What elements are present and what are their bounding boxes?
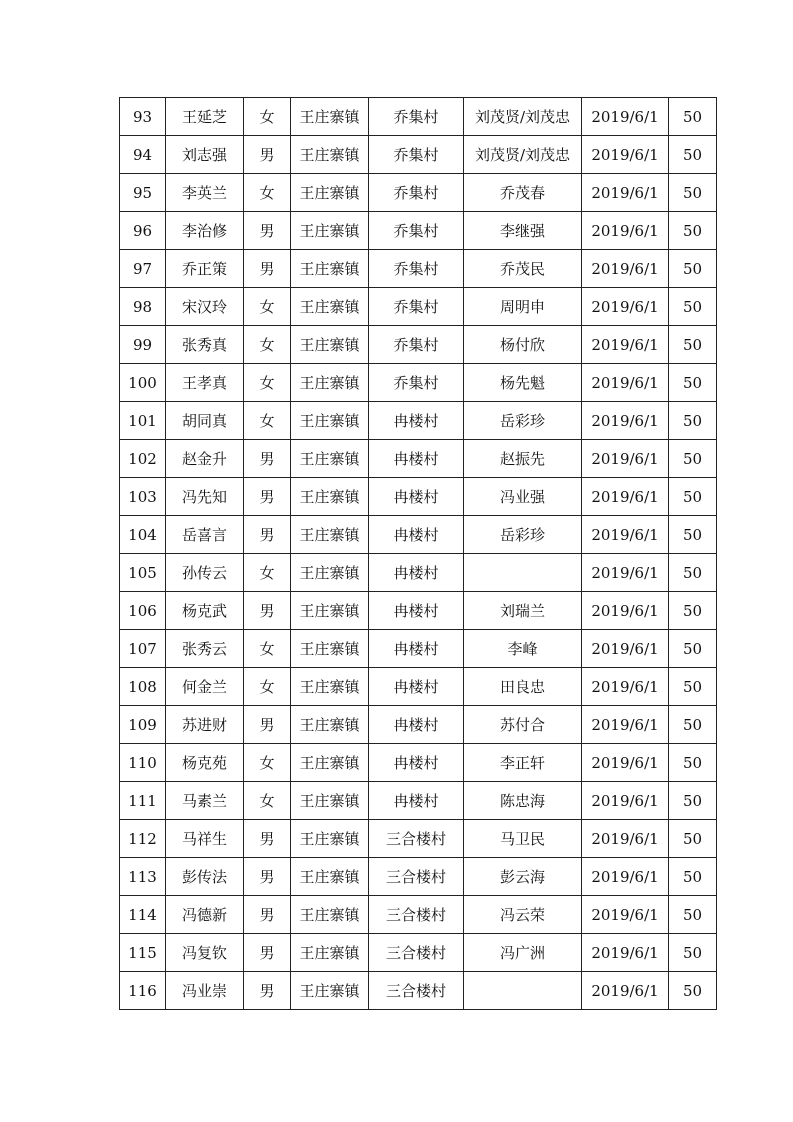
date-cell: 2019/6/1 [582,630,669,668]
table-row [120,592,717,630]
gender-cell: 女 [244,668,291,706]
village-cell: 乔集村 [369,250,464,288]
gender-cell: 男 [244,478,291,516]
table-row [120,250,717,288]
town-cell: 王庄寨镇 [291,820,369,858]
row-number-cell: 98 [120,288,166,326]
contact-cell: 岳彩珍 [464,402,582,440]
date-cell: 2019/6/1 [582,174,669,212]
contact-cell: 周明申 [464,288,582,326]
town-cell: 王庄寨镇 [291,250,369,288]
row-number-cell: 96 [120,212,166,250]
name-cell: 杨克武 [166,592,244,630]
date-cell: 2019/6/1 [582,858,669,896]
gender-cell: 男 [244,858,291,896]
village-cell: 乔集村 [369,98,464,136]
town-cell: 王庄寨镇 [291,592,369,630]
row-number-cell: 111 [120,782,166,820]
row-number-cell: 113 [120,858,166,896]
village-cell: 冉楼村 [369,744,464,782]
amount-cell: 50 [669,744,717,782]
name-cell: 赵金升 [166,440,244,478]
date-cell: 2019/6/1 [582,326,669,364]
village-cell: 乔集村 [369,136,464,174]
town-cell: 王庄寨镇 [291,174,369,212]
table-row [120,820,717,858]
town-cell: 王庄寨镇 [291,706,369,744]
amount-cell: 50 [669,554,717,592]
contact-cell: 刘茂贤/刘茂忠 [464,136,582,174]
date-cell: 2019/6/1 [582,706,669,744]
table-row [120,212,717,250]
row-number-cell: 99 [120,326,166,364]
date-cell: 2019/6/1 [582,478,669,516]
amount-cell: 50 [669,782,717,820]
contact-cell: 李峰 [464,630,582,668]
row-number-cell: 116 [120,972,166,1010]
row-number-cell: 94 [120,136,166,174]
town-cell: 王庄寨镇 [291,516,369,554]
town-cell: 王庄寨镇 [291,136,369,174]
village-cell: 三合楼村 [369,858,464,896]
contact-cell: 冯广洲 [464,934,582,972]
name-cell: 张秀真 [166,326,244,364]
row-number-cell: 104 [120,516,166,554]
contact-cell: 冯云荣 [464,896,582,934]
date-cell: 2019/6/1 [582,934,669,972]
amount-cell: 50 [669,934,717,972]
village-cell: 冉楼村 [369,554,464,592]
gender-cell: 男 [244,212,291,250]
date-cell: 2019/6/1 [582,592,669,630]
name-cell: 胡同真 [166,402,244,440]
row-number-cell: 109 [120,706,166,744]
town-cell: 王庄寨镇 [291,288,369,326]
name-cell: 张秀云 [166,630,244,668]
contact-cell: 李继强 [464,212,582,250]
row-number-cell: 97 [120,250,166,288]
village-cell: 乔集村 [369,212,464,250]
amount-cell: 50 [669,174,717,212]
row-number-cell: 108 [120,668,166,706]
gender-cell: 女 [244,174,291,212]
table-row [120,326,717,364]
date-cell: 2019/6/1 [582,402,669,440]
roster-table [119,97,717,1010]
contact-cell: 刘茂贤/刘茂忠 [464,98,582,136]
amount-cell: 50 [669,212,717,250]
date-cell: 2019/6/1 [582,250,669,288]
name-cell: 苏进财 [166,706,244,744]
table-row [120,516,717,554]
town-cell: 王庄寨镇 [291,326,369,364]
contact-cell: 田良忠 [464,668,582,706]
name-cell: 何金兰 [166,668,244,706]
town-cell: 王庄寨镇 [291,744,369,782]
town-cell: 王庄寨镇 [291,478,369,516]
gender-cell: 女 [244,98,291,136]
village-cell: 冉楼村 [369,782,464,820]
name-cell: 冯业崇 [166,972,244,1010]
date-cell: 2019/6/1 [582,820,669,858]
date-cell: 2019/6/1 [582,896,669,934]
village-cell: 三合楼村 [369,896,464,934]
village-cell: 三合楼村 [369,820,464,858]
table-row [120,934,717,972]
table-row [120,858,717,896]
name-cell: 彭传法 [166,858,244,896]
name-cell: 冯复钦 [166,934,244,972]
gender-cell: 女 [244,744,291,782]
name-cell: 冯先知 [166,478,244,516]
date-cell: 2019/6/1 [582,972,669,1010]
contact-cell: 陈忠海 [464,782,582,820]
village-cell: 冉楼村 [369,592,464,630]
date-cell: 2019/6/1 [582,98,669,136]
contact-cell: 苏付合 [464,706,582,744]
contact-cell: 岳彩珍 [464,516,582,554]
name-cell: 马素兰 [166,782,244,820]
date-cell: 2019/6/1 [582,516,669,554]
contact-cell [464,972,582,1010]
table-row [120,364,717,402]
contact-cell: 李正轩 [464,744,582,782]
amount-cell: 50 [669,668,717,706]
table-row [120,288,717,326]
town-cell: 王庄寨镇 [291,896,369,934]
gender-cell: 男 [244,592,291,630]
town-cell: 王庄寨镇 [291,858,369,896]
gender-cell: 男 [244,896,291,934]
table-row [120,478,717,516]
village-cell: 乔集村 [369,174,464,212]
amount-cell: 50 [669,820,717,858]
town-cell: 王庄寨镇 [291,212,369,250]
gender-cell: 男 [244,706,291,744]
date-cell: 2019/6/1 [582,554,669,592]
town-cell: 王庄寨镇 [291,98,369,136]
name-cell: 冯德新 [166,896,244,934]
gender-cell: 女 [244,554,291,592]
town-cell: 王庄寨镇 [291,630,369,668]
name-cell: 王延芝 [166,98,244,136]
name-cell: 乔正策 [166,250,244,288]
row-number-cell: 101 [120,402,166,440]
amount-cell: 50 [669,288,717,326]
contact-cell: 乔茂民 [464,250,582,288]
table-row [120,896,717,934]
village-cell: 乔集村 [369,326,464,364]
gender-cell: 男 [244,972,291,1010]
name-cell: 杨克苑 [166,744,244,782]
row-number-cell: 95 [120,174,166,212]
row-number-cell: 93 [120,98,166,136]
name-cell: 孙传云 [166,554,244,592]
village-cell: 乔集村 [369,364,464,402]
contact-cell: 杨付欣 [464,326,582,364]
row-number-cell: 105 [120,554,166,592]
roster-table-body [120,98,717,1010]
amount-cell: 50 [669,592,717,630]
row-number-cell: 114 [120,896,166,934]
village-cell: 三合楼村 [369,972,464,1010]
row-number-cell: 102 [120,440,166,478]
contact-cell [464,554,582,592]
name-cell: 刘志强 [166,136,244,174]
contact-cell: 刘瑞兰 [464,592,582,630]
town-cell: 王庄寨镇 [291,402,369,440]
amount-cell: 50 [669,440,717,478]
table-row [120,98,717,136]
gender-cell: 男 [244,934,291,972]
amount-cell: 50 [669,972,717,1010]
village-cell: 冉楼村 [369,706,464,744]
date-cell: 2019/6/1 [582,744,669,782]
contact-cell: 杨先魁 [464,364,582,402]
town-cell: 王庄寨镇 [291,668,369,706]
row-number-cell: 107 [120,630,166,668]
contact-cell: 马卫民 [464,820,582,858]
amount-cell: 50 [669,98,717,136]
amount-cell: 50 [669,250,717,288]
date-cell: 2019/6/1 [582,782,669,820]
village-cell: 乔集村 [369,288,464,326]
table-row [120,554,717,592]
row-number-cell: 106 [120,592,166,630]
table-row [120,706,717,744]
name-cell: 王孝真 [166,364,244,402]
gender-cell: 女 [244,630,291,668]
town-cell: 王庄寨镇 [291,934,369,972]
gender-cell: 男 [244,516,291,554]
contact-cell: 彭云海 [464,858,582,896]
table-row [120,782,717,820]
amount-cell: 50 [669,364,717,402]
gender-cell: 女 [244,288,291,326]
amount-cell: 50 [669,706,717,744]
name-cell: 马祥生 [166,820,244,858]
village-cell: 冉楼村 [369,478,464,516]
date-cell: 2019/6/1 [582,136,669,174]
table-row [120,668,717,706]
gender-cell: 女 [244,782,291,820]
date-cell: 2019/6/1 [582,668,669,706]
village-cell: 冉楼村 [369,630,464,668]
village-cell: 冉楼村 [369,440,464,478]
gender-cell: 女 [244,402,291,440]
village-cell: 冉楼村 [369,668,464,706]
row-number-cell: 110 [120,744,166,782]
row-number-cell: 112 [120,820,166,858]
amount-cell: 50 [669,630,717,668]
table-row [120,136,717,174]
gender-cell: 男 [244,440,291,478]
town-cell: 王庄寨镇 [291,440,369,478]
gender-cell: 女 [244,364,291,402]
amount-cell: 50 [669,858,717,896]
date-cell: 2019/6/1 [582,288,669,326]
name-cell: 李英兰 [166,174,244,212]
name-cell: 李治修 [166,212,244,250]
town-cell: 王庄寨镇 [291,972,369,1010]
table-row [120,174,717,212]
amount-cell: 50 [669,326,717,364]
village-cell: 冉楼村 [369,516,464,554]
row-number-cell: 103 [120,478,166,516]
row-number-cell: 100 [120,364,166,402]
amount-cell: 50 [669,896,717,934]
amount-cell: 50 [669,516,717,554]
village-cell: 三合楼村 [369,934,464,972]
town-cell: 王庄寨镇 [291,554,369,592]
table-row [120,972,717,1010]
gender-cell: 男 [244,136,291,174]
contact-cell: 乔茂春 [464,174,582,212]
gender-cell: 男 [244,820,291,858]
table-row [120,630,717,668]
village-cell: 冉楼村 [369,402,464,440]
date-cell: 2019/6/1 [582,440,669,478]
contact-cell: 赵振先 [464,440,582,478]
date-cell: 2019/6/1 [582,364,669,402]
contact-cell: 冯业强 [464,478,582,516]
table-row [120,440,717,478]
amount-cell: 50 [669,136,717,174]
amount-cell: 50 [669,402,717,440]
table-row [120,402,717,440]
gender-cell: 男 [244,250,291,288]
name-cell: 宋汉玲 [166,288,244,326]
date-cell: 2019/6/1 [582,212,669,250]
town-cell: 王庄寨镇 [291,364,369,402]
table-row [120,744,717,782]
town-cell: 王庄寨镇 [291,782,369,820]
amount-cell: 50 [669,478,717,516]
gender-cell: 女 [244,326,291,364]
row-number-cell: 115 [120,934,166,972]
name-cell: 岳喜言 [166,516,244,554]
